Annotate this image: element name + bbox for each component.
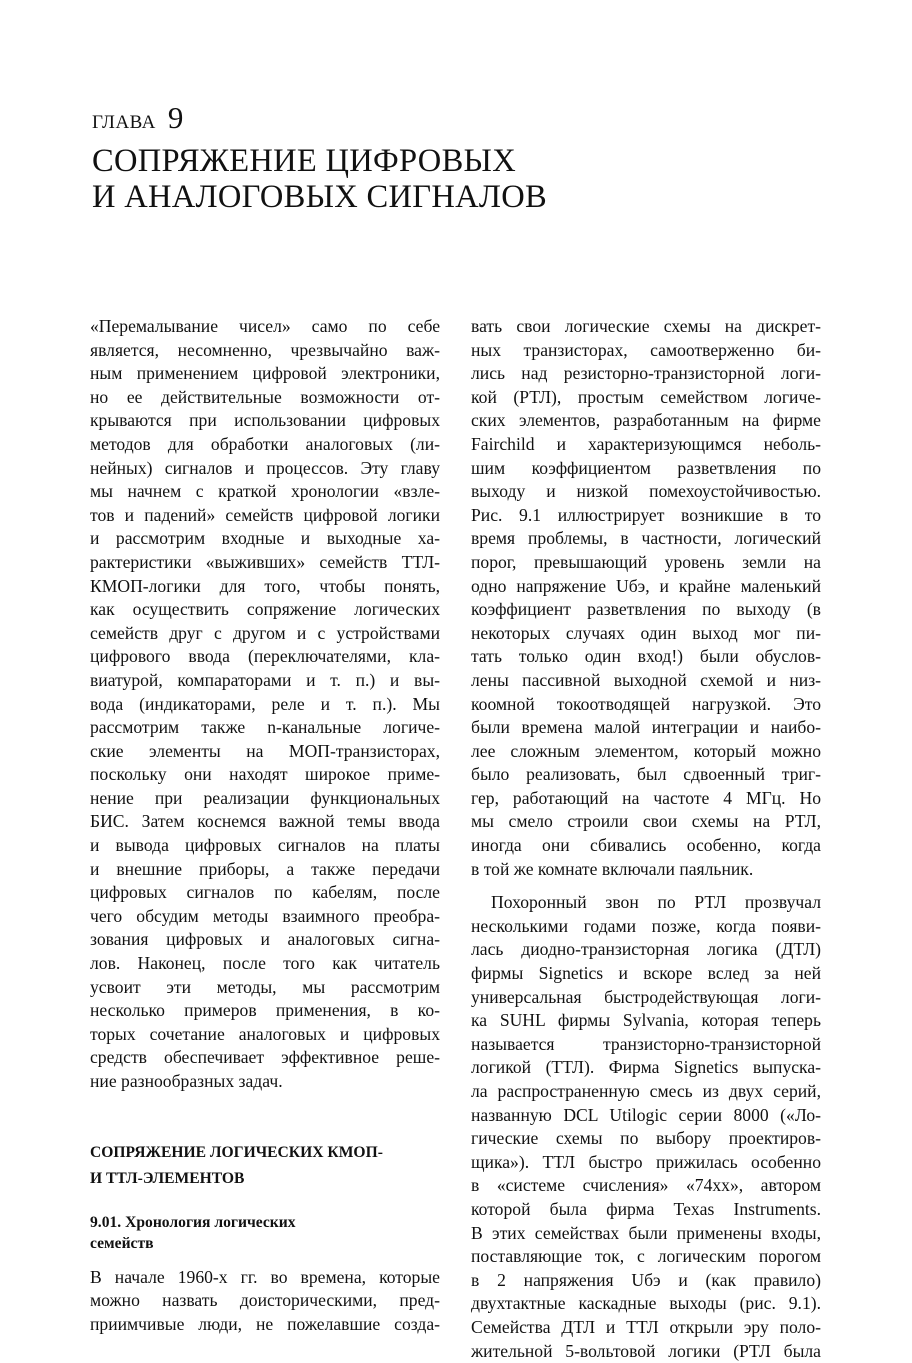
text-line: были времена малой интеграции и наибо- — [471, 717, 821, 738]
text-line: мы смело строили свои схемы на РТЛ, — [471, 811, 821, 832]
text-line: ние разнообразных задач. — [90, 1071, 283, 1091]
text-line: несколькими годами позже, когда появи- — [471, 915, 821, 936]
text-line: гер, работающий на частоте 4 МГц. Но — [471, 787, 821, 808]
text-line: несколько примеров применения, в ко- — [90, 1000, 440, 1021]
subsection-heading-line: семейств — [90, 1234, 154, 1252]
text-line: названную DCL Utilogic серии 8000 («Ло- — [471, 1104, 821, 1125]
chapter-title-line: СОПРЯЖЕНИЕ ЦИФРОВЫХ — [92, 143, 516, 179]
text-line: ских элементов, разработанным на фирме — [471, 410, 821, 431]
text-line: называется транзисторно-транзисторной — [471, 1033, 821, 1054]
text-line: приимчивые люди, не пожелавшие созда- — [90, 1313, 440, 1334]
text-line: цифрового ввода (переключателями, кла- — [90, 646, 440, 667]
text-line: и вывода цифровых сигналов на платы — [90, 835, 440, 856]
text-line: нейных) сигналов и процессов. Эту главу — [90, 457, 440, 478]
text-line: БИС. Затем коснемся важной темы ввода — [90, 811, 440, 832]
text-line: в 2 напряжения Uбэ и (как правило) — [471, 1269, 821, 1290]
text-line: и рассмотрим входные и выходные ха- — [90, 528, 440, 549]
text-line: лов. Наконец, после того как читатель — [90, 953, 440, 974]
text-line: усвоит эти методы, мы рассмотрим — [90, 976, 440, 997]
text-line: было реализовать, был сдвоенный триг- — [471, 764, 821, 785]
chapter-heading — [92, 100, 183, 136]
text-line: иногда они сбивались особенно, когда — [471, 835, 821, 856]
text-line: универсальная быстродействующая логи- — [471, 986, 821, 1007]
text-line: лись над резисторно-транзисторной логи- — [471, 363, 821, 384]
text-line: шим коэффициентом разветвления по — [471, 457, 821, 478]
text-line: в «системе счисления» «74xx», автором — [471, 1175, 821, 1196]
text-line: коэффициент разветвления по выходу (в — [471, 599, 821, 620]
text-line: Похоронный звон по РТЛ прозвучал — [491, 892, 821, 913]
section-heading-line: И ТТЛ-ЭЛЕМЕНТОВ — [90, 1169, 245, 1187]
text-line: ных транзисторах, самоотверженно би- — [471, 339, 821, 360]
text-line: вать свои логические схемы на дискрет- — [471, 316, 821, 336]
chapter-title-line: И АНАЛОГОВЫХ СИГНАЛОВ — [92, 179, 547, 215]
text-line: В этих семействах были применены входы, — [471, 1222, 821, 1243]
section-heading — [90, 1140, 440, 1192]
text-line: в той же комнате включали паяльник. — [471, 858, 754, 879]
chapter-label: ГЛАВА — [92, 112, 156, 133]
text-line: средств обеспечивает эффективное реше- — [90, 1047, 440, 1068]
text-line: виатурой, компараторами и т. п.) и вы- — [90, 669, 440, 690]
text-line: семейств друг с другом и с устройствами — [90, 622, 440, 643]
text-line: ские элементы на МОП-транзисторах, — [90, 740, 440, 761]
text-line: которой была фирма Texas Instruments. — [471, 1198, 821, 1219]
rtl-paragraph — [471, 315, 821, 881]
text-line: зования цифровых и аналоговых сигна- — [90, 929, 440, 950]
text-line: одно напряжение Uбэ, и крайне маленький — [471, 575, 821, 596]
text-line: торых сочетание аналоговых и цифровых — [90, 1023, 440, 1044]
text-line: выходу и низкой помехоустойчивостью. — [471, 481, 821, 502]
text-line: В начале 1960-х гг. во времена, которые — [90, 1266, 440, 1287]
intro-paragraph — [90, 315, 440, 1094]
text-line: мы начнем с краткой хронологии «взле- — [90, 481, 440, 502]
text-line: рассмотрим также n-канальные логиче- — [90, 717, 440, 738]
text-line: можно назвать доисторическими, пред- — [90, 1290, 440, 1311]
text-line: является, несомненно, чрезвычайно важ- — [90, 339, 440, 360]
text-line: поставляющие ток, с логическим порогом — [471, 1246, 821, 1267]
text-line: чего обсудим методы взаимного преобра- — [90, 905, 440, 926]
text-line: тов и падений» семейств цифровой логики — [90, 504, 440, 525]
text-line: Fairchild и характеризующимся неболь- — [471, 433, 821, 454]
text-line: Рис. 9.1 иллюстрирует возникшие в то — [471, 504, 821, 525]
text-line: кой (РТЛ), простым семейством логиче- — [471, 386, 821, 407]
text-line: логикой (ТТЛ). Фирма Signetics выпуска- — [471, 1057, 821, 1078]
text-line: ла распространенную смесь из двух серий, — [471, 1081, 821, 1101]
text-line: «Перемалывание чисел» само по себе — [90, 316, 440, 336]
text-line: тать только один вход!) были обуслов- — [471, 646, 821, 667]
text-line: рактеристики «выживших» семейств ТТЛ- — [90, 551, 440, 572]
text-line: порог, превышающий уровень земли на — [471, 551, 821, 572]
text-line: двухтактные каскадные выходы (рис. 9.1). — [471, 1293, 821, 1314]
text-line: ным применением цифровой электроники, — [90, 363, 440, 384]
text-line: щика»). ТТЛ быстро прижилась особенно — [471, 1151, 821, 1172]
right-column — [471, 315, 821, 1363]
subsection-heading-line: 9.01. Хронология логических — [90, 1213, 296, 1231]
text-line: как осуществить сопряжение логических — [90, 599, 440, 620]
dtl-ttl-paragraph — [471, 891, 821, 1363]
text-line: ка SUHL фирмы Sylvania, которая теперь — [471, 1010, 821, 1031]
subsection-heading — [90, 1212, 440, 1254]
text-line: нение при реализации функциональных — [90, 787, 440, 808]
text-line: фирмы Signetics и вскоре вслед за ней — [471, 963, 821, 984]
text-line: цифровых сигналов по кабелям, после — [90, 882, 440, 903]
text-line: крываются при использовании цифровых — [90, 410, 440, 431]
text-line: гические схемы по выбору проектиров- — [471, 1128, 821, 1149]
text-line: методов для обработки аналоговых (ли- — [90, 433, 440, 454]
text-line: КМОП-логики для того, чтобы понять, — [90, 575, 440, 596]
section-heading-line: СОПРЯЖЕНИЕ ЛОГИЧЕСКИХ КМОП- — [90, 1143, 383, 1161]
text-line: коомной токоотводящей нагрузкой. Это — [471, 693, 821, 714]
text-line: лены пассивной выходной схемой и низ- — [471, 669, 821, 690]
text-line: но ее действительные возможности от- — [90, 386, 440, 407]
text-line: некоторых случаях один выход мог пи- — [471, 622, 821, 643]
chapter-title — [92, 143, 652, 215]
text-line: время проблемы, в частности, логический — [471, 528, 821, 549]
text-line: лее сложным элементом, который можно — [471, 740, 821, 761]
text-line: жительной 5-вольтовой логики (РТЛ была — [471, 1340, 821, 1361]
text-line: Семейства ДТЛ и ТТЛ открыли эру поло- — [471, 1316, 821, 1337]
chapter-number: 9 — [167, 100, 184, 135]
left-column — [90, 315, 440, 1336]
subsection-paragraph — [90, 1266, 440, 1337]
text-line: лась диодно-транзисторная логика (ДТЛ) — [471, 939, 821, 960]
text-line: поскольку они находят широкое приме- — [90, 764, 440, 785]
text-line: вода (индикаторами, реле и т. п.). Мы — [90, 693, 440, 714]
text-line: и внешние приборы, а также передачи — [90, 858, 440, 879]
